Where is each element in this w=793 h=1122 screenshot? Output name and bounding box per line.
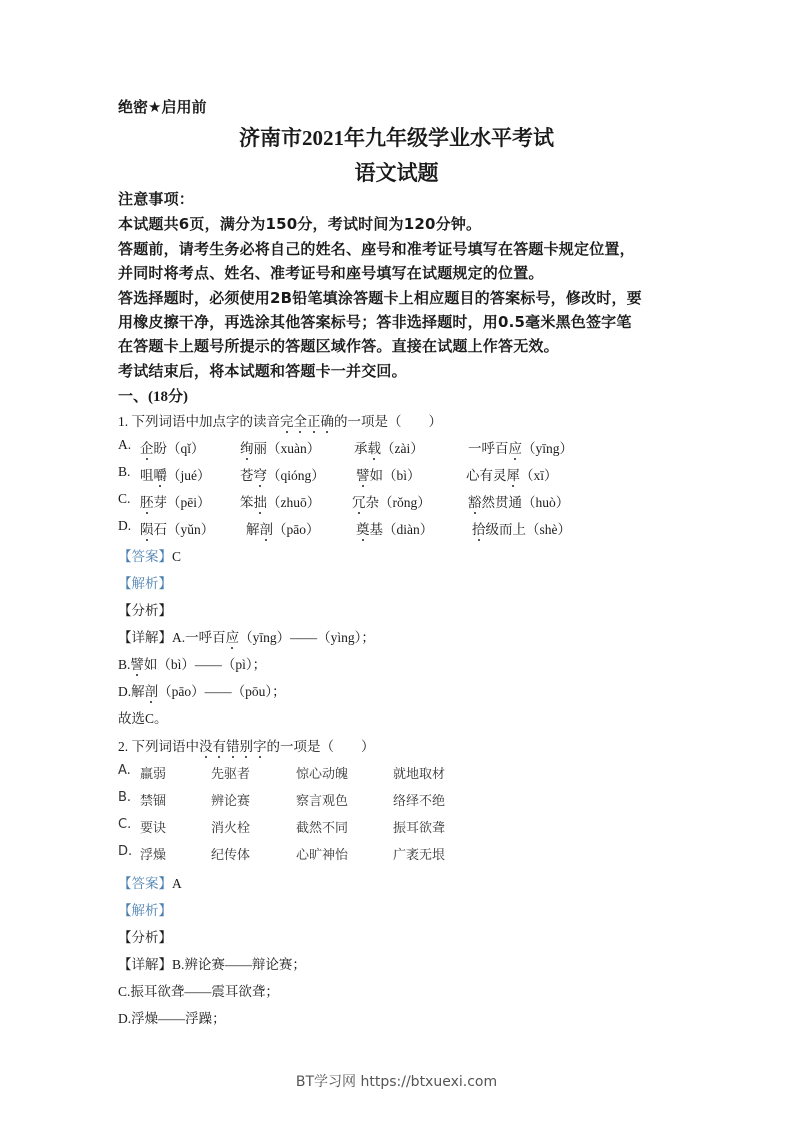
emphasis-dot-char: 载 — [368, 437, 382, 457]
option-label: C. — [118, 491, 131, 506]
q1-fenxi-label: 【分析】 — [118, 603, 172, 618]
emphasis-dot-char: 冗 — [352, 491, 366, 511]
option-item: 苍穹（qióng） — [240, 464, 325, 484]
detail-label: 【详解】 — [118, 957, 172, 972]
option-item: 先驱者 — [211, 767, 251, 782]
detail-label: 【详解】 — [118, 630, 172, 645]
emphasis-dot-char: 嚼 — [154, 464, 168, 484]
notice-line: 用橡皮擦干净，再选涂其他答案标号；答非选择题时，用0.5毫米黑色签字笔 — [118, 313, 632, 331]
q1-conclusion: 故选C。 — [118, 711, 168, 726]
option-label: B. — [118, 790, 132, 805]
q1-answer — [118, 545, 181, 565]
question-2-stem — [118, 735, 375, 755]
option-item: 咀嚼（jué） — [140, 464, 211, 484]
emphasis-dot-char: 确 — [321, 410, 335, 430]
exam-title: 济南市2021年九年级学业水平考试 — [239, 126, 554, 150]
detail-text: B.譬如（bì）——（pì）； — [118, 657, 266, 672]
stem-text: 的一项是（ ） — [334, 414, 442, 429]
emphasis-dot-char: 字 — [253, 735, 267, 755]
section-heading: 一、(18分) — [118, 389, 188, 405]
q2-detail-line: D.浮燥——浮躁； — [118, 1011, 226, 1026]
emphasis-dot-char: 错 — [226, 735, 240, 755]
emphasis-dot-char: 应 — [509, 437, 523, 457]
stem-text: 的一项是（ ） — [266, 739, 375, 754]
detail-text: B.辨论赛——辩论赛； — [172, 957, 306, 972]
q2-detail-line: C.振耳欲聋——震耳欲聋； — [118, 984, 279, 999]
answer-label: 【答案】 — [118, 549, 172, 564]
option-label: D. — [118, 844, 133, 859]
notice-heading: 注意事项： — [118, 190, 195, 208]
emphasis-dot-char: 犀 — [507, 464, 521, 484]
option-item: 察言观色 — [296, 794, 349, 809]
q1-analysis-label: 【解析】 — [118, 576, 172, 591]
q2-analysis-label: 【解析】 — [118, 903, 172, 918]
option-label: C. — [118, 817, 132, 832]
emphasis-dot-char: 剖 — [260, 518, 274, 538]
emphasis-dot-char: 拙 — [254, 491, 268, 511]
option-item: 承载（zài） — [354, 437, 424, 457]
detail-text: D.解剖（pāo）——（pōu）； — [118, 684, 286, 699]
option-item: 广袤无垠 — [393, 848, 446, 863]
answer-value: A — [172, 876, 182, 891]
option-item: 辨论赛 — [211, 794, 251, 809]
option-item: 心有灵犀（xī） — [466, 464, 558, 484]
option-label: D. — [118, 518, 132, 533]
emphasis-dot-char: 譬 — [130, 653, 144, 673]
option-item: 络绎不绝 — [393, 794, 446, 809]
footer-watermark: BT学习网 https://btxuexi.com — [295, 1074, 498, 1090]
option-item: 拾级而上（shè） — [472, 518, 571, 538]
emphasis-dot-char: 别 — [240, 735, 254, 755]
q1-detail-line — [118, 653, 266, 673]
option-item: 绚丽（xuàn） — [240, 437, 320, 457]
answer-label: 【答案】 — [118, 876, 172, 891]
q2-detail-line — [118, 953, 306, 973]
option-item: 惊心动魄 — [296, 767, 349, 782]
exam-subtitle: 语文试题 — [354, 161, 439, 185]
option-label: B. — [118, 464, 131, 479]
option-item: 禁锢 — [140, 794, 167, 809]
option-item: 就地取材 — [393, 767, 446, 782]
option-item: 羸弱 — [140, 767, 167, 782]
option-item: 一呼百应（yīng） — [468, 437, 573, 457]
option-item: 譬如（bì） — [356, 464, 421, 484]
option-item: 消火栓 — [211, 821, 251, 836]
emphasis-dot-char: 陨 — [140, 518, 154, 538]
question-1-stem — [118, 410, 442, 430]
emphasis-dot-char: 没 — [199, 735, 213, 755]
q2-fenxi-label: 【分析】 — [118, 930, 172, 945]
option-item: 胚芽（pēi） — [140, 491, 211, 511]
stem-text: 1. 下列词语中加点字的读音 — [118, 414, 280, 429]
option-item: 浮燥 — [140, 848, 167, 863]
emphasis-dot-char: 绚 — [240, 437, 254, 457]
emphasis-dot-char: 应 — [226, 626, 240, 646]
emphasis-dot-char: 譬 — [356, 464, 370, 484]
notice-line: 答选择题时，必须使用2B铅笔填涂答题卡上相应题目的答案标号，修改时，要 — [118, 289, 642, 307]
q1-detail-line — [118, 680, 286, 700]
notice-line: 答题前，请考生务必将自己的姓名、座号和准考证号填写在答题卡规定位置， — [118, 240, 635, 258]
emphasis-dot-char: 胚 — [140, 491, 154, 511]
emphasis-dot-char: 奠 — [356, 518, 370, 538]
stem-dotted-text — [280, 414, 334, 429]
stem-dotted-text — [199, 739, 267, 754]
option-item: 解剖（pāo） — [246, 518, 320, 538]
emphasis-dot-char: 剖 — [145, 680, 159, 700]
emphasis-dot-char: 拾 — [472, 518, 486, 538]
q2-answer — [118, 872, 182, 892]
detail-text: A.一呼百应（yīng）——（yìng）； — [172, 630, 375, 645]
option-item: 笨拙（zhuō） — [240, 491, 320, 511]
emphasis-dot-char: 企 — [140, 437, 154, 457]
emphasis-dot-char: 穹 — [254, 464, 268, 484]
emphasis-dot-char: 有 — [213, 735, 227, 755]
option-item: 振耳欲聋 — [393, 821, 446, 836]
notice-line: 考试结束后，将本试题和答题卡一并交回。 — [118, 362, 407, 380]
emphasis-dot-char: 正 — [307, 410, 321, 430]
option-item: 企盼（qǐ） — [140, 437, 205, 457]
option-label: A. — [118, 437, 132, 452]
option-label: A. — [118, 763, 131, 778]
secret-mark: 绝密★启用前 — [118, 98, 207, 116]
option-item: 冗杂（rǒng） — [352, 491, 431, 511]
stem-text: 2. 下列词语中 — [118, 739, 199, 754]
q1-detail-line — [118, 626, 375, 646]
option-item: 豁然贯通（huò） — [468, 491, 569, 511]
option-item: 截然不同 — [296, 821, 349, 836]
option-item: 陨石（yǔn） — [140, 518, 214, 538]
option-item: 纪传体 — [211, 848, 251, 863]
notice-line: 本试题共6页，满分为150分，考试时间为120分钟。 — [118, 215, 482, 233]
notice-line: 并同时将考点、姓名、准考证号和座号填写在试题规定的位置。 — [118, 264, 544, 282]
answer-value: C — [172, 549, 182, 564]
option-item: 心旷神怡 — [296, 848, 349, 863]
emphasis-dot-char: 豁 — [468, 491, 482, 511]
emphasis-dot-char: 全 — [294, 410, 308, 430]
option-item: 奠基（diàn） — [356, 518, 433, 538]
emphasis-dot-char: 完 — [280, 410, 294, 430]
option-item: 要诀 — [140, 821, 167, 836]
notice-line: 在答题卡上题号所提示的答题区域作答。直接在试题上作答无效。 — [118, 337, 559, 355]
